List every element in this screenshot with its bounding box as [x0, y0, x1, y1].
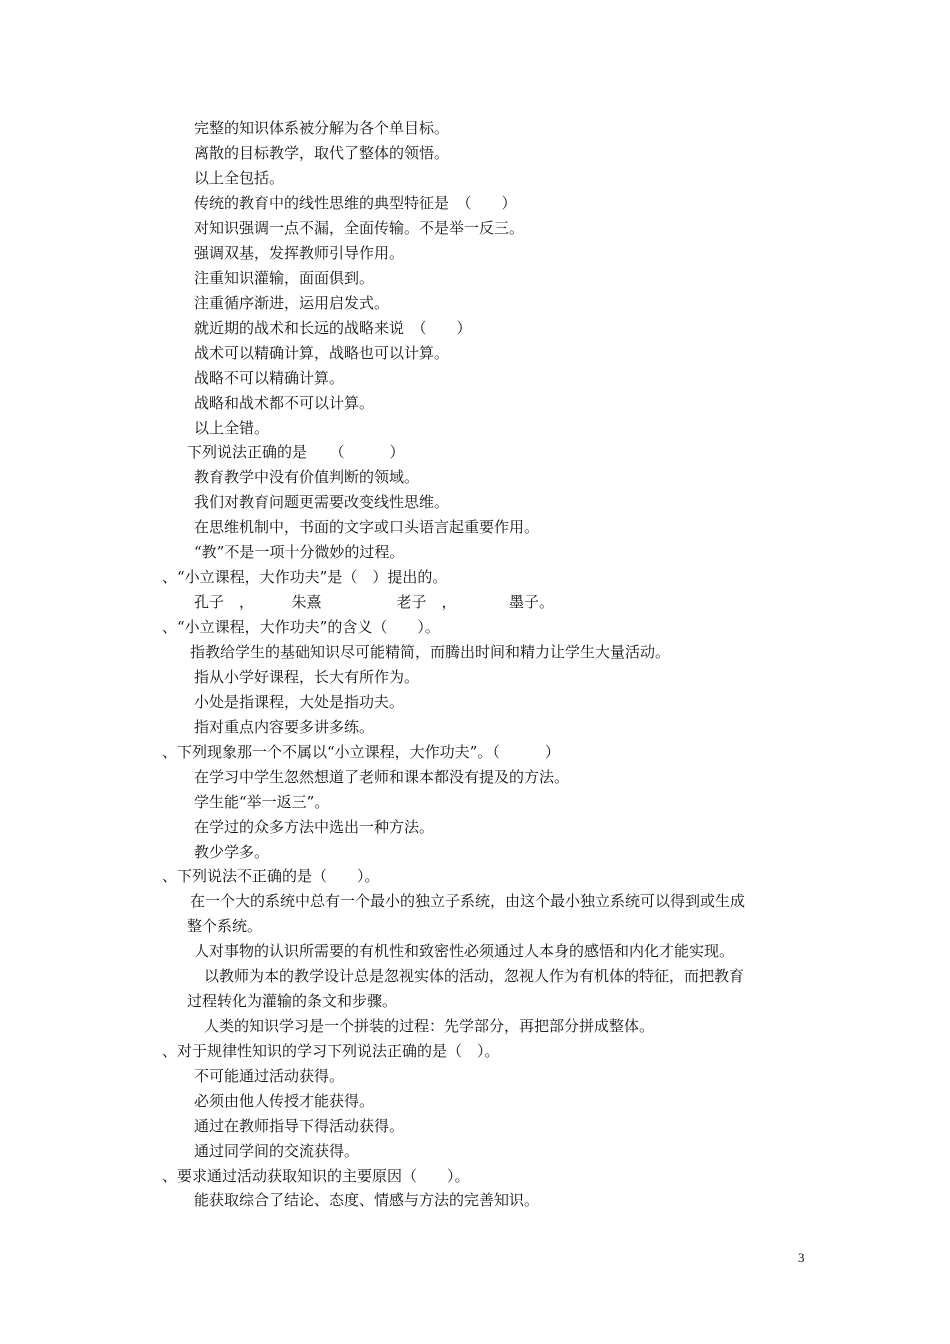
option-line: 能获取综合了结论、态度、情感与方法的完善知识。: [194, 1191, 540, 1209]
option-line: 通过在教师指导下得活动获得。: [194, 1117, 405, 1135]
option-line: 战略不可以精确计算。: [194, 369, 345, 387]
option-line: 以上全错。: [194, 419, 270, 437]
option-line: 教少学多。: [194, 843, 270, 861]
option-line: 在学习中学生忽然想道了老师和课本都没有提及的方法。: [194, 768, 570, 786]
text-line: 以上全包括。: [194, 169, 285, 187]
option-line: 过程转化为灌输的条文和步骤。: [187, 992, 398, 1010]
option-line: “教”不是一项十分微妙的过程。: [194, 543, 405, 561]
question-line: 、下列说法不正确的是（ ）。: [162, 867, 380, 885]
option-line: 指教给学生的基础知识尽可能精简，而腾出时间和精力让学生大量活动。: [190, 643, 671, 661]
question-line: 就近期的战术和长远的战略来说 （ ）: [194, 319, 472, 337]
option-line: 小处是指课程，大处是指功夫。: [194, 693, 405, 711]
option-line: 必须由他人传授才能获得。: [194, 1092, 375, 1110]
question-line: 传统的教育中的线性思维的典型特征是 （ ）: [194, 194, 517, 212]
question-line: 、要求通过活动获取知识的主要原因（ ）。: [162, 1167, 470, 1185]
option-line: 我们对教育问题更需要改变线性思维。: [194, 493, 450, 511]
option-line: 整个系统。: [187, 917, 263, 935]
text-line: 离散的目标教学，取代了整体的领悟。: [194, 144, 450, 162]
option-line: 强调双基，发挥教师引导作用。: [194, 244, 405, 262]
option-line: 指从小学好课程，长大有所作为。: [194, 668, 420, 686]
option-line: 不可能通过活动获得。: [194, 1067, 345, 1085]
option-line: 注重循序渐进，运用启发式。: [194, 294, 390, 312]
option-line: 学生能“举一返三”。: [194, 793, 330, 811]
option-line: 通过同学间的交流获得。: [194, 1142, 360, 1160]
option-line: 教育教学中没有价值判断的领域。: [194, 468, 420, 486]
option-line: 人对事物的认识所需要的有机性和致密性必须通过人本身的感悟和内化才能实现。: [194, 942, 735, 960]
option-line: 以教师为本的教学设计总是忽视实体的活动，忽视人作为有机体的特征，而把教育: [204, 967, 745, 985]
text-line: 完整的知识体系被分解为各个单目标。: [194, 119, 450, 137]
question-line: 、“小立课程，大作功夫”的含义（ ）。: [162, 618, 440, 636]
option-line: 战略和战术都不可以计算。: [194, 394, 375, 412]
option-line: 注重知识灌输，面面俱到。: [194, 269, 375, 287]
option-line: 在学过的众多方法中选出一种方法。: [194, 818, 435, 836]
option-line: 在思维机制中，书面的文字或口头语言起重要作用。: [194, 518, 540, 536]
question-line: 、下列现象那一个不属以“小立课程，大作功夫”。（ ）: [162, 743, 560, 761]
option-line: 在一个大的系统中总有一个最小的独立子系统，由这个最小独立系统可以得到或生成: [190, 892, 746, 910]
option-line: 战术可以精确计算，战略也可以计算。: [194, 344, 450, 362]
option-line: 人类的知识学习是一个拼装的过程：先学部分，再把部分拼成整体。: [204, 1017, 655, 1035]
page-number: 3: [798, 1250, 805, 1265]
option-line: 孔子 ， 朱熹 老子 ， 墨子。: [194, 593, 555, 611]
option-line: 指对重点内容要多讲多练。: [194, 718, 375, 736]
option-line: 对知识强调一点不漏，全面传输。不是举一反三。: [194, 219, 525, 237]
question-line: 、对于规律性知识的学习下列说法正确的是（ ）。: [162, 1042, 500, 1060]
question-line: 下列说法正确的是 （ ）: [187, 443, 405, 461]
question-line: 、“小立课程，大作功夫”是（ ）提出的。: [162, 568, 448, 586]
